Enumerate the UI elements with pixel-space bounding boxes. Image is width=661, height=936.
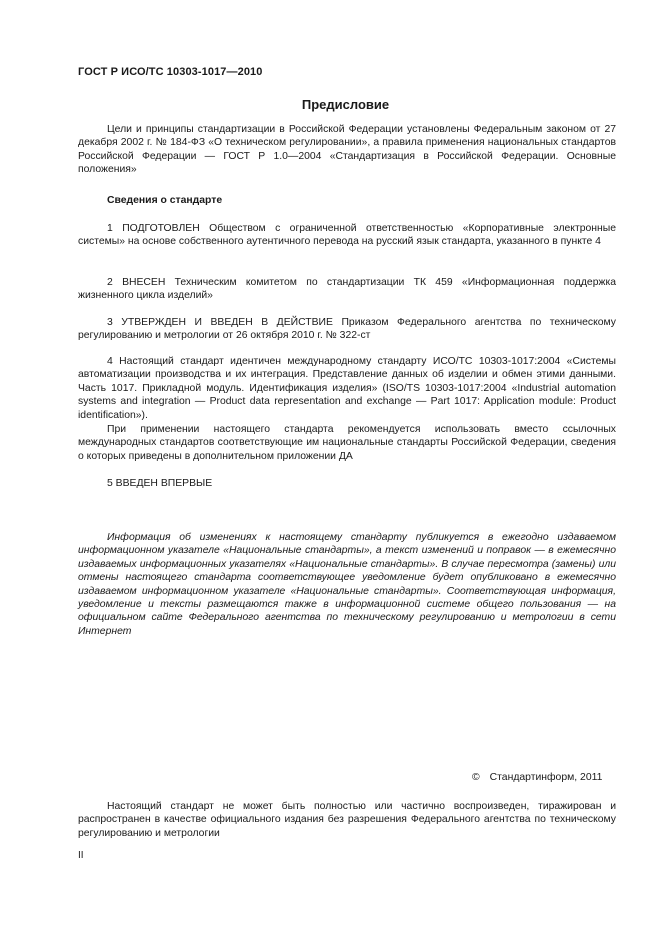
copyright-text: Стандартинформ, 2011: [489, 772, 603, 783]
item-1: 1 ПОДГОТОВЛЕН Обществом с ограниченной ответственностью «Корпоративные электронные системы» на основе собственного аутентичного перевода на русский язык стандарта, указанного в пункте 4: [78, 223, 616, 248]
info-heading: Сведения о стандарте: [107, 195, 223, 206]
item-2: 2 ВНЕСЕН Техническим комитетом по стандартизации ТК 459 «Информационная поддержка жизненного цикла изделий»: [78, 277, 616, 302]
item-3: 3 УТВЕРЖДЕН И ВВЕДЕН В ДЕЙСТВИЕ Приказом Федерального агентства по техническому регулированию и метрологии от 26 октября 2010 г. № 322-ст: [78, 317, 616, 342]
item-4-note: При применении настоящего стандарта рекомендуется использовать вместо ссылочных международных стандартов соответствующие им национальные стандарты Российской Федерации, сведения о которых приведены в дополнительном приложении ДА: [78, 424, 616, 462]
item-5: 5 ВВЕДЕН ВПЕРВЫЕ: [107, 478, 213, 489]
intro-paragraph: Цели и принципы стандартизации в Российской Федерации установлены Федеральным законом от 27 декабря 2002 г. № 184-ФЗ «О техническом регулировании», а правила применения национальных стандартов Российской Федерации — ГОСТ Р 1.0—2004 «Стандартизация в Российской Федерации. Основные положения»: [78, 124, 616, 176]
standard-code-header: ГОСТ Р ИСО/ТС 10303-1017—2010: [78, 66, 263, 78]
item-4: 4 Настоящий стандарт идентичен международному стандарту ИСО/ТС 10303-1017:2004 «Системы автоматизации производства и их интеграция. Представление данных об изделии и обмен этими данными. Часть 1017. Прикладной модуль. Идентификация изделия» (ISO/TS 10303-1017:2004 «Industrial automation systems and integration — Product data representation and exchange — Part 1017: Application module: Product identification»).: [78, 356, 616, 421]
copyright-icon: ©: [472, 772, 480, 783]
page-number: II: [78, 850, 84, 861]
notice-paragraph: Информация об изменениях к настоящему стандарту публикуется в ежегодно издаваемом информационном указателе «Национальные стандарты», а текст изменений и поправок — в ежемесячно издаваемых информационных указателях «Национальные стандарты». В случае пересмотра (замены) или отмены настоящего стандарта соответствующее уведомление будет опубликовано в ежемесячно издаваемом информационном указателе «Национальные стандарты». Соответствующая информация, уведомление и тексты размещаются также в информационной системе общего пользования — на официальном сайте Федерального агентства по техническому регулированию и метрологии в сети Интернет: [78, 532, 616, 637]
page-title: Предисловие: [301, 97, 390, 112]
rights-paragraph: Настоящий стандарт не может быть полностью или частично воспроизведен, тиражирован и распространен в качестве официального издания без разрешения Федерального агентства по техническому регулированию и метрологии: [78, 801, 616, 839]
copyright-line: [472, 772, 602, 783]
